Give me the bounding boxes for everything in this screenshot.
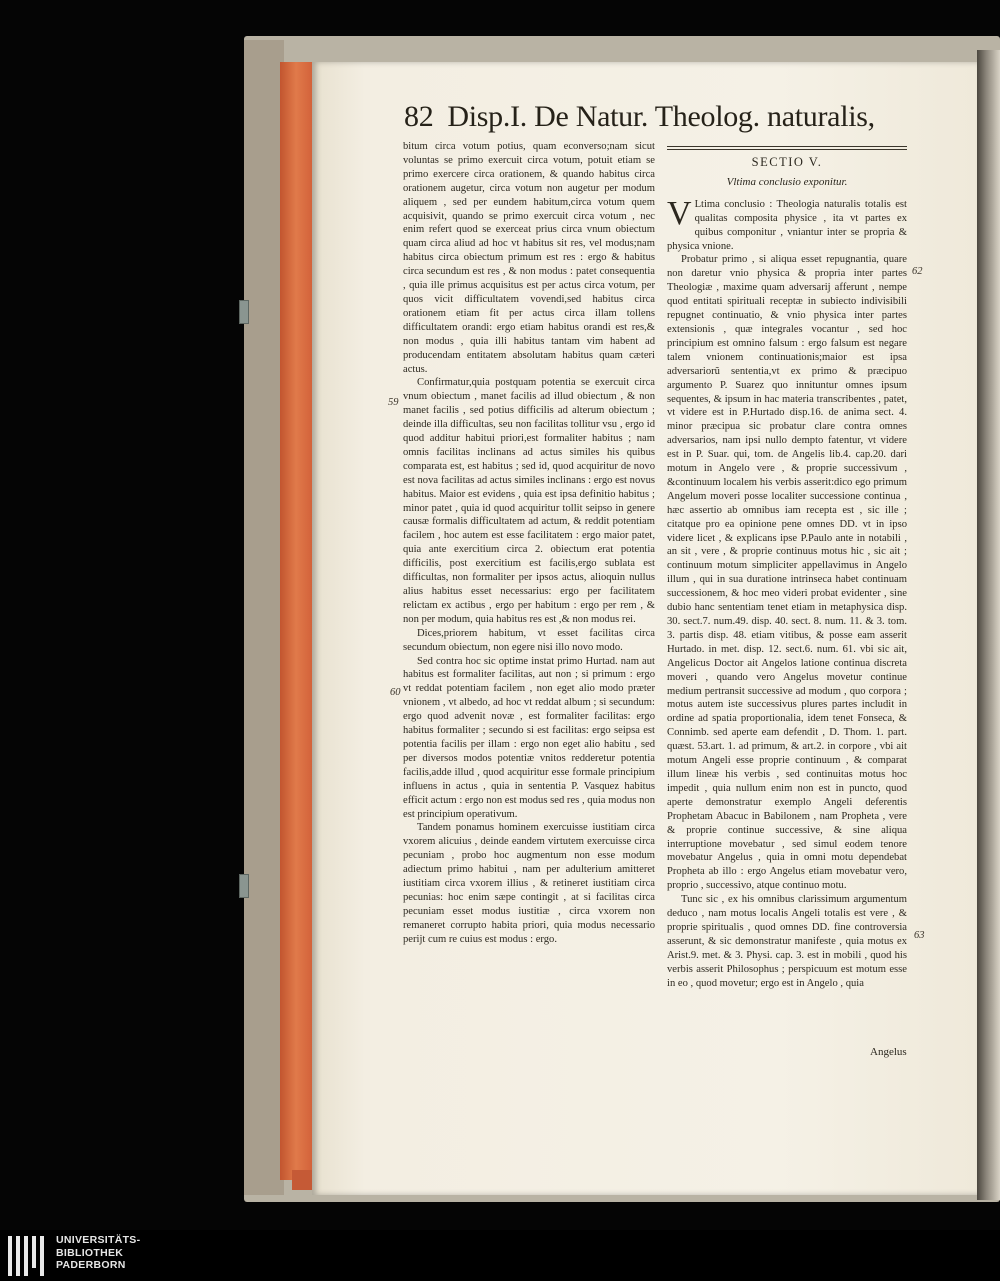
footer-bar (0, 1230, 1000, 1281)
clasp-icon (239, 300, 249, 324)
library-name-line: PADERBORN (56, 1259, 126, 1271)
running-header (404, 100, 924, 140)
clasp-icon (239, 874, 249, 898)
right-column (667, 140, 907, 1080)
paragraph: Probatur primo , si aliqua esset repugnantia, quare non daretur vnio physica & propria inter partes Theologiæ , maxime quam adversarij afferunt , nempe quod entitati spirituali receptæ in subiecto indivisibili repugnet continuatio, & vnio physica inter partes extensionis , quæ integrales vocantur , sed hoc principium est omnino falsum : ergo falsum est negare talem vnionem continuationis;maior est ipsa adversariorũ sententia,vt ex primo & præcipuo argumento P. Suarez quo innituntur omnes ipsum sequentes, & ipsum in hac materia transcribentes , patet, vt videre est in P.Hurtado disp.16. de anima sect. 4. minor præcipua sic probatur clare contra omnes adversarios, nam ipsi nullo dempto fatentur, vt videre est in P. Suar. qui, tom. de Angelis lib.4. cap.20. dari motum in Angelo vere , & proprie successivum , &continuum localem his verbis asserit:dico ego primum Angelum moveri posse localiter successione continua , hæc assertio ab omnibus iam recepta est , sic ille ; citatque pro ea opinione pene omnes DD. vt in ipso videre licet , & explicans ipse P.Paulo ante in notabili , an sit , vere , & proprie continuus motus hic , sic ait ; continuum motum simpliciter appellavimus in Angelo illum , qui in sua duratione intrinseca habet continuam successionem, & hoc meo videri probat evidenter , sine dubio hanc sententiam tenet etiam in metaphysica disp. 30. sect.7. num.49. disp. 40. sect. 8. num. 11. & 3. tom. 3. partis disp. 48. etiam vitibus, & posse eam asserit Hurtado. in met. disp. 12. sect.6. num. 61. vbi sic ait, Angelicus Doctor ait Angelos latione continua discreta moveri , quando vero Angelus movetur continue medium pertransit successive ad modum , quo corpora ; motus autem iste successivus plures partes includit in ordine ad spatia proportionalia, idem tenet Fonseca, & Connimb. sed aperte eam defendit , D. Thom. 1. part. quæst. 53.art. 1. ad primum, & art.2. in corpore , vbi ait motum Angeli esse proprie continuum , & comparat illum lineæ his verbis , sed continuitas motus hoc impedit , quia nullum enim non est in puncto, quod aperte demonstratur exemplo Angeli deferentis Prophetam Abacuc in Babilonem , nam Propheta , vere & proprie continue successive, & sine aliqua interruptione movebatur , sed simul eodem tenore movebatur Angelus , quia in omni motu dependebat Propheta ab illo : ergo Angelus etiam movebatur vero, proprio , successivo, atque continuo motu. (667, 254, 907, 892)
section-heading: SECTIO V. (751, 155, 823, 169)
paragraph: bitum circa votum potius, quam econverso;nam sicut voluntas se primo exercuit circa votum, potuit etiam se primo exercere circa orationem, & quando habitus circa orationem augetur, circa votum non augetur per modum aliquem , sed per eundem habitum,circa votum quem acquisivit, quando se primo exercuit circa votum , nec enim refert quod se exerceat prius circa vnum obiectum quam circa aliud ad hoc vt habitus sit res, vel modus;nam habitus circa obiectum primum est res : ergo & habitus circa secundum est res , & non modus : patet consequentia , quia ille primus acquisitus est per actus circa votum, per quos vicit difficultatem vovendi,sed habitus circa orationem etiam fit per actus circa illam tollens difficultatem orandi: ergo etiam habitus orandi est res,& non modus , quia illi habitus tantam vim habent ad producendam entitatem absolutam habitus quam cæteri actus. (403, 141, 655, 375)
left-column (403, 140, 655, 1080)
library-name (56, 1234, 140, 1272)
conclusion-paragraph (667, 194, 907, 254)
paragraph: Tandem ponamus hominem exercuisse iustitiam circa vxorem alicuius , deinde eandem virtutem exercuisse circa pecuniam , probo hoc augmentum non esse modum adiectum primo habitui , nam per adulterium amitteret iustitiam circa vxorem illius , & retineret iustitiam circa pecunias: hoc enim sæpe contingit , at si facilitas circa pecuniam esset modus iustitiæ , circa vxorem non remaneret corrupto habita priori, quia modus necessario perijt cum re cuius est modus : ergo. (403, 822, 655, 945)
drop-cap: V (667, 194, 692, 232)
library-name-line: UNIVERSITÄTS- (56, 1234, 141, 1246)
margin-number: 60 (390, 687, 401, 698)
conclusion-text: Ltima conclusio : Theologia naturalis totalis est qualitas composita physice , ita vt partes ex quibus componitur , vniantur inter se propria & physica vnione. (667, 198, 907, 252)
catchword: Angelus (870, 1046, 907, 1058)
margin-number: 59 (388, 397, 399, 408)
paragraph: Sed contra hoc sic optime instat primo Hurtad. nam aut habitus est formaliter facilitas, aut non ; si primum : ergo vt reddat potentiam facilem , non eget alio modo præter vnionem , vt albedo, ad hoc vt reddat album ; si secundum: ergo quod advenit novæ , est formaliter facilitas: ergo habitus formaliter ; secundo si est facilitas: ergo seipsa est potentia facilis per illam : ergo non eget alio habitu , sed per diversos modos potentiæ vnitos redderetur potentia facilis,adde illud , quod acquiritur esse formale principium influens in actus , quia in sententia P. Vasquez habitus efficit actum : ergo non est modus sed res , quia modus non est principium operativum. (403, 655, 655, 820)
paragraph: Tunc sic , ex his omnibus clarissimum argumentum deduco , nam motus localis Angeli totalis est vere , & proprie spiritualis , quod omnes DD. fine controversia asserunt, & sic demonstratur manifeste , quia motus ex Arist.9. met. & 3. Physi. cap. 3. est in mobili , quod his verbis asserit Philosophus ; perspicuum est motum esse in eo , quod movetur; ergo est in Angelo , quia (667, 894, 907, 989)
page-number: 82 (404, 100, 434, 133)
margin-number: 62 (912, 266, 923, 277)
book-spine-edge (244, 40, 284, 1195)
section-subtitle: Vltima conclusio exponitur. (726, 175, 848, 188)
library-name-line: BIBLIOTHEK (56, 1246, 124, 1259)
paragraph: Dices,priorem habitum, vt esset facilitas circa secundum obiectum, non egere nisi illo novo modo. (403, 627, 655, 653)
paragraph: Confirmatur,quia postquam potentia se exercuit circa vnum obiectum , manet facilis ad illud obiectum , & non manet facilis , sed potius difficilis ad alterum obiectum ; deinde illa difficultas, seu non facilitas tollitur vsu , ergo id quod additur habitui priori,est formaliter habitus ; nam omnis facilitas inclinans ad actus similes his quibus comparata est, est habitus ; sed id, quod acquiritur de novo est nova facilitas ad actus similes inclinans : ergo est novus habitus. Maior est evidens , quia est ipsa definitio habitus ; minor patet , quia id quod acquiritur tollit seipso in genere causæ formalis difficultatem ad actum, & reddit potentiam facilem , hoc autem est esse facilitatem : ergo maior patet, quia ante exercitium circa 2. obiectum erat potentia difficilis, post exercitium est facilis,ergo sublata est difficultas, non formaliter per ipsos actus, alioquin nullus alius habitus esset necessarius: ergo per facilitatem relictam ex actibus , ergo per habitum : ergo per rem , & non per modum, quia habitus res est ,& non modus rei. (403, 377, 655, 625)
library-logo-icon (8, 1236, 52, 1276)
facing-page-edge (977, 50, 1000, 1200)
margin-number: 63 (914, 930, 925, 941)
running-title: Disp.I. De Natur. Theolog. naturalis, (447, 100, 875, 133)
section-rule (667, 146, 907, 150)
